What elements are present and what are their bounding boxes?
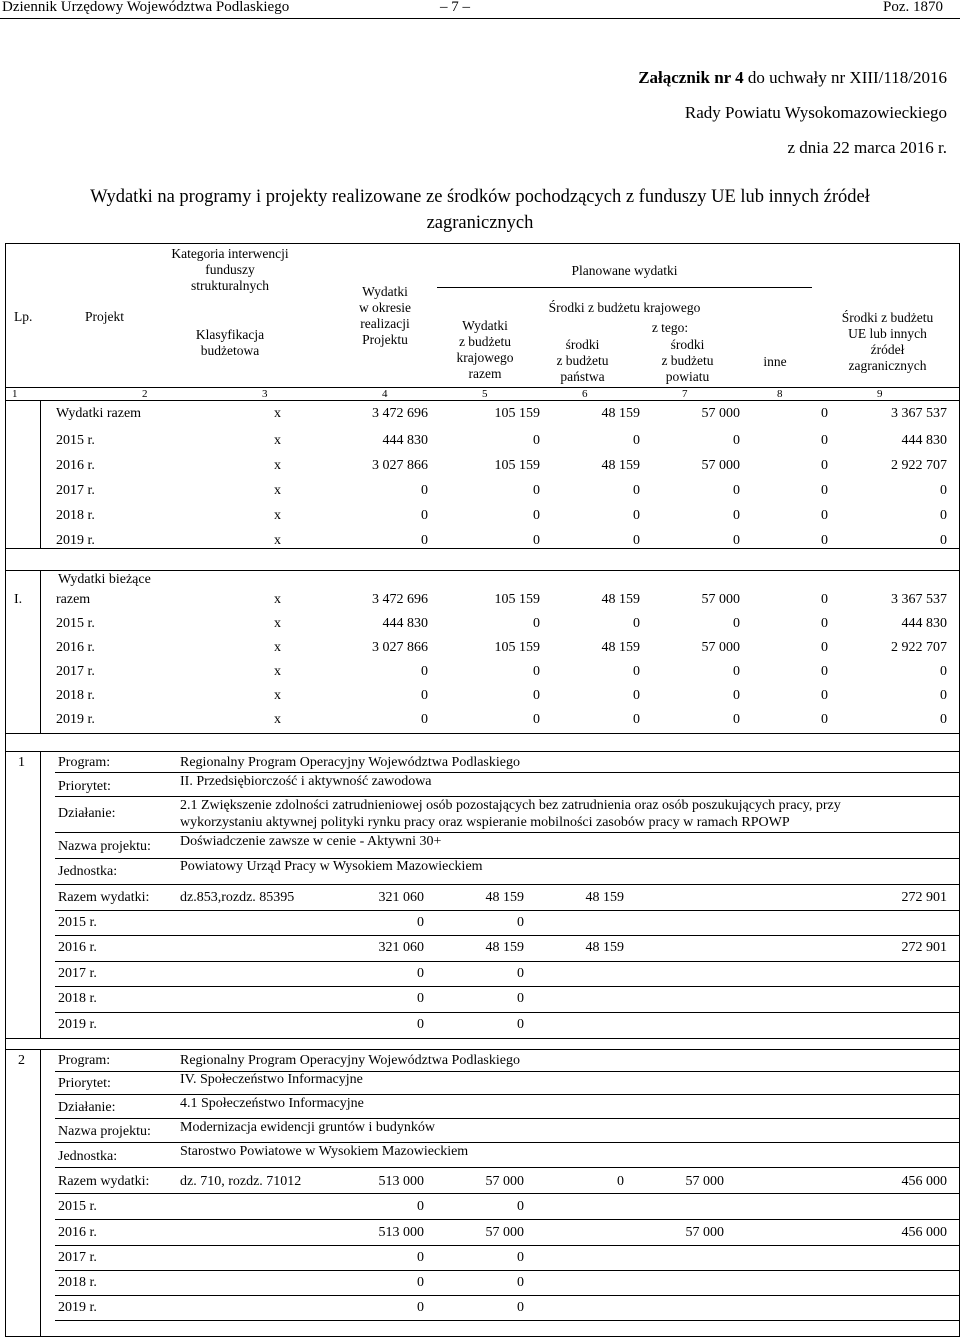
project2-program: Regionalny Program Operacyjny Województwa Podlaskiego xyxy=(180,1053,520,1068)
header-text-line: środki xyxy=(565,337,600,352)
table-cell: 0 xyxy=(821,483,828,498)
project1-top-border xyxy=(5,751,960,752)
header-kategoria xyxy=(165,246,295,294)
table-row xyxy=(0,637,960,661)
header-text-line: UE lub innych xyxy=(848,326,927,341)
table-cell: 0 xyxy=(821,616,828,631)
table-cell: 0 xyxy=(417,1275,424,1290)
table-cell: 0 xyxy=(733,483,740,498)
header-text-line: budżetowa xyxy=(200,343,260,358)
table-cell: 2016 r. xyxy=(58,1225,97,1240)
table-cell: 48 159 xyxy=(601,640,640,655)
table-cell: 0 xyxy=(633,533,640,548)
table-row xyxy=(0,963,960,987)
header-z-tego: z tego: xyxy=(651,320,689,335)
project1-priorytet-label: Priorytet: xyxy=(58,779,111,794)
table-row xyxy=(0,685,960,709)
table-cell: 0 xyxy=(940,508,947,523)
table-cell: 2018 r. xyxy=(58,991,97,1006)
table-cell: 2017 r. xyxy=(56,483,95,498)
table-cell: Razem wydatki: xyxy=(58,1174,150,1189)
table-cell: 0 xyxy=(421,508,428,523)
table-cell: 0 xyxy=(533,433,540,448)
project2-program-label: Program: xyxy=(58,1053,111,1068)
table-cell: 0 xyxy=(517,991,524,1006)
header-text-line: Środki z budżetu xyxy=(841,310,934,325)
table-cell: 0 xyxy=(517,1199,524,1214)
table-cell: 57 000 xyxy=(685,1174,724,1189)
table-cell: 0 xyxy=(733,533,740,548)
project1-dzialanie-line-1: 2.1 Zwiększenie zdolności zatrudnieniowej osób pozostających bez zatrudnienia oraz osób poszukujących pracy, przy xyxy=(180,798,841,813)
table-cell: 0 xyxy=(733,664,740,679)
table-cell: 2015 r. xyxy=(58,1199,97,1214)
header-text-line: z budżetu xyxy=(661,353,714,368)
project1-dzialanie-label: Działanie: xyxy=(58,806,116,821)
table-cell: 444 830 xyxy=(901,616,947,631)
project2-jednostka-label: Jednostka: xyxy=(58,1149,118,1164)
header-wydatki-krajowe xyxy=(440,318,530,382)
table-cell: 2019 r. xyxy=(58,1300,97,1315)
project1-program: Regionalny Program Operacyjny Województwa Podlaskiego xyxy=(180,755,520,770)
table-row xyxy=(0,661,960,685)
project1-bottom-border xyxy=(5,1038,960,1039)
header-text-line: państwa xyxy=(560,369,605,384)
attachment-line-1 xyxy=(638,68,947,88)
table-cell: 0 xyxy=(517,1250,524,1265)
col-number-3: 3 xyxy=(262,388,268,400)
table-cell: 2019 r. xyxy=(58,1017,97,1032)
table-cell: Wydatki razem xyxy=(56,406,142,421)
table-cell: 0 xyxy=(417,1017,424,1032)
table-cell: 0 xyxy=(421,688,428,703)
table-cell: 0 xyxy=(421,533,428,548)
header-text-line: zagranicznych xyxy=(848,358,927,373)
table-row xyxy=(0,988,960,1012)
col-number-2: 2 xyxy=(142,388,148,400)
table-row xyxy=(0,1171,960,1195)
table-cell: 0 xyxy=(421,664,428,679)
table-cell: 0 xyxy=(821,664,828,679)
project1-program-label: Program: xyxy=(58,755,111,770)
attachment-number: Załącznik nr 4 xyxy=(638,68,744,87)
table-cell: razem xyxy=(56,592,91,607)
table-cell: 0 xyxy=(533,688,540,703)
table-cell: 444 830 xyxy=(382,616,428,631)
table-cell: 0 xyxy=(940,688,947,703)
table-cell: 0 xyxy=(821,640,828,655)
table-cell: 3 472 696 xyxy=(372,406,428,421)
table-row xyxy=(0,455,960,479)
table-cell: 0 xyxy=(533,616,540,631)
header-text-line: razem xyxy=(468,366,502,381)
table-cell: 0 xyxy=(821,458,828,473)
header-srodki-powiatu xyxy=(645,337,730,385)
project2-priorytet-label: Priorytet: xyxy=(58,1076,111,1091)
table-cell: x xyxy=(274,640,281,655)
table-cell: 0 xyxy=(417,991,424,1006)
page-header xyxy=(0,0,960,19)
project1-dzialanie-line-2: wykorzystaniu aktywnej polityki rynku pracy oraz wspieranie mobilności zasobów pracy w ramach RPOWP xyxy=(180,815,790,830)
header-text-line: Klasyfikacja xyxy=(195,327,265,342)
table-cell: 0 xyxy=(940,664,947,679)
project2-jednostka: Starostwo Powiatowe w Wysokiem Mazowieckiem xyxy=(180,1144,469,1159)
table-cell: 0 xyxy=(533,483,540,498)
table-row xyxy=(0,887,960,911)
table-row xyxy=(0,530,960,554)
col-number-8: 8 xyxy=(777,388,783,400)
header-text-line: realizacji xyxy=(360,316,410,331)
header-text-line: z budżetu xyxy=(458,334,512,349)
table-row xyxy=(0,1297,960,1321)
table-cell: 0 xyxy=(821,688,828,703)
table-cell: 0 xyxy=(733,433,740,448)
table-cell: 48 159 xyxy=(485,940,524,955)
table-cell: 48 159 xyxy=(601,458,640,473)
table-cell: x xyxy=(274,508,281,523)
project2-top-border xyxy=(5,1049,960,1050)
table-cell: x xyxy=(274,616,281,631)
project1-rule xyxy=(55,1012,960,1013)
project1-rule xyxy=(55,884,960,885)
table-cell: 2018 r. xyxy=(56,508,95,523)
project1-rule xyxy=(55,796,960,797)
project1-rule xyxy=(55,772,960,773)
project1-nazwa: Doświadczenie zawsze w cenie - Aktywni 30+ xyxy=(180,834,442,849)
table-top-border xyxy=(5,243,960,244)
number-row-border xyxy=(5,400,960,401)
table-cell: 0 xyxy=(821,712,828,727)
table-cell: 2019 r. xyxy=(56,712,95,727)
table-cell: 0 xyxy=(517,1300,524,1315)
table-cell: 0 xyxy=(417,966,424,981)
table-cell: 105 159 xyxy=(494,640,540,655)
project2-rule xyxy=(55,1094,960,1095)
table-row xyxy=(0,505,960,529)
table-cell: 105 159 xyxy=(494,592,540,607)
table-cell: 0 xyxy=(633,688,640,703)
table-row xyxy=(0,430,960,454)
table-cell: 444 830 xyxy=(901,433,947,448)
table-cell: 105 159 xyxy=(494,458,540,473)
col-number-1: 1 xyxy=(12,388,18,400)
table-cell: x xyxy=(274,664,281,679)
table-row xyxy=(0,613,960,637)
table-cell: 2018 r. xyxy=(56,688,95,703)
table-cell: 0 xyxy=(940,712,947,727)
table-cell: 2017 r. xyxy=(58,966,97,981)
table-cell: 272 901 xyxy=(901,940,947,955)
table-cell: 0 xyxy=(417,1250,424,1265)
table-row xyxy=(0,1272,960,1296)
table-row xyxy=(0,1014,960,1038)
table-cell: 513 000 xyxy=(378,1174,424,1189)
table-cell: 2015 r. xyxy=(58,915,97,930)
table-cell: Razem wydatki: xyxy=(58,890,150,905)
table-cell: 0 xyxy=(533,664,540,679)
header-wydatki-okres xyxy=(345,284,425,348)
header-srodki-ue xyxy=(815,310,960,374)
header-text-line: strukturalnych xyxy=(191,278,269,293)
table-cell: 0 xyxy=(517,1017,524,1032)
table-row xyxy=(0,403,960,427)
document-title-line-2: zagranicznych xyxy=(426,213,534,233)
table-cell: dz.853,rozdz. 85395 xyxy=(180,890,295,905)
table-cell: 0 xyxy=(633,712,640,727)
table-cell: 2017 r. xyxy=(58,1250,97,1265)
current-lp: I. xyxy=(14,592,23,607)
table-cell: 105 159 xyxy=(494,406,540,421)
table-cell: 0 xyxy=(633,616,640,631)
project2-nazwa-label: Nazwa projektu: xyxy=(58,1124,151,1139)
table-cell: dz. 710, rozdz. 71012 xyxy=(180,1174,302,1189)
header-projekt: Projekt xyxy=(85,309,124,324)
journal-title: Dziennik Urzędowy Województwa Podlaskiego xyxy=(2,0,290,15)
table-cell: 0 xyxy=(821,533,828,548)
table-cell: 3 027 866 xyxy=(372,458,428,473)
attachment-line-3: z dnia 22 marca 2016 r. xyxy=(787,138,947,157)
table-cell: 57 000 xyxy=(485,1174,524,1189)
table-cell: 3 472 696 xyxy=(372,592,428,607)
table-cell: x xyxy=(274,533,281,548)
table-cell: 48 159 xyxy=(601,406,640,421)
table-cell: 0 xyxy=(733,616,740,631)
header-srodki-panstwa xyxy=(540,337,625,385)
table-cell: 57 000 xyxy=(685,1225,724,1240)
header-srodki-krajowe: Środki z budżetu krajowego xyxy=(548,300,701,315)
table-cell: 0 xyxy=(733,688,740,703)
table-cell: 456 000 xyxy=(901,1174,947,1189)
table-cell: 0 xyxy=(940,533,947,548)
page-number: – 7 – xyxy=(440,0,470,15)
table-cell: 0 xyxy=(517,915,524,930)
project1-lp: 1 xyxy=(18,755,25,770)
table-cell: x xyxy=(274,406,281,421)
table-row xyxy=(0,1222,960,1246)
header-inne: inne xyxy=(763,354,787,369)
project2-nazwa: Modernizacja ewidencji gruntów i budynków xyxy=(180,1120,436,1135)
header-lp: Lp. xyxy=(14,309,33,324)
table-cell: 0 xyxy=(633,508,640,523)
table-cell: 0 xyxy=(517,1275,524,1290)
table-cell: 2016 r. xyxy=(56,640,95,655)
table-cell: 57 000 xyxy=(701,640,740,655)
table-cell: 0 xyxy=(733,712,740,727)
table-cell: 3 367 537 xyxy=(891,406,947,421)
table-cell: 0 xyxy=(421,712,428,727)
table-cell: 456 000 xyxy=(901,1225,947,1240)
planned-subheader-line xyxy=(437,287,812,288)
table-cell: 48 159 xyxy=(601,592,640,607)
table-cell: 48 159 xyxy=(585,940,624,955)
header-text-line: z budżetu xyxy=(556,353,609,368)
col-number-5: 5 xyxy=(482,388,488,400)
table-cell: x xyxy=(274,458,281,473)
table-cell: 57 000 xyxy=(701,592,740,607)
table-cell: 3 367 537 xyxy=(891,592,947,607)
header-text-line: Wydatki xyxy=(362,284,408,299)
table-cell: x xyxy=(274,433,281,448)
project1-jednostka: Powiatowy Urząd Pracy w Wysokiem Mazowieckiem xyxy=(180,859,483,874)
table-cell: 0 xyxy=(633,664,640,679)
current-block-bottom xyxy=(5,733,960,734)
table-cell: 321 060 xyxy=(378,940,424,955)
table-cell: 2015 r. xyxy=(56,433,95,448)
header-text-line: źródeł xyxy=(870,342,905,357)
table-cell: 0 xyxy=(533,533,540,548)
header-text-line: krajowego xyxy=(456,350,514,365)
project1-rule xyxy=(55,961,960,962)
table-cell: 3 027 866 xyxy=(372,640,428,655)
attachment-resolution: do uchwały nr XIII/118/2016 xyxy=(743,68,947,87)
project1-jednostka-label: Jednostka: xyxy=(58,864,118,879)
header-text-line: Kategoria interwencji xyxy=(171,246,289,261)
table-cell: 0 xyxy=(617,1174,624,1189)
header-text-line: Projektu xyxy=(362,332,408,347)
table-cell: 0 xyxy=(421,483,428,498)
table-cell: 0 xyxy=(821,592,828,607)
table-cell: 2 922 707 xyxy=(891,640,947,655)
table-row xyxy=(0,1196,960,1220)
col-number-9: 9 xyxy=(877,388,883,400)
table-row xyxy=(0,480,960,504)
col-number-4: 4 xyxy=(382,388,388,400)
project2-rule xyxy=(55,1118,960,1119)
table-cell: 0 xyxy=(417,1199,424,1214)
table-row xyxy=(0,912,960,936)
project2-priorytet: IV. Społeczeństwo Informacyjne xyxy=(180,1072,363,1087)
table-cell: 57 000 xyxy=(485,1225,524,1240)
table-cell: 0 xyxy=(821,433,828,448)
table-cell: 0 xyxy=(417,915,424,930)
table-cell: 57 000 xyxy=(701,406,740,421)
table-cell: 0 xyxy=(517,966,524,981)
table-cell: 0 xyxy=(533,508,540,523)
table-cell: 2016 r. xyxy=(58,940,97,955)
table-cell: 0 xyxy=(417,1300,424,1315)
table-cell: 444 830 xyxy=(382,433,428,448)
table-row xyxy=(0,937,960,961)
project2-lp: 2 xyxy=(18,1053,25,1068)
table-cell: x xyxy=(274,592,281,607)
table-cell: 57 000 xyxy=(701,458,740,473)
col-number-7: 7 xyxy=(682,388,688,400)
table-cell: 321 060 xyxy=(378,890,424,905)
table-cell: 272 901 xyxy=(901,890,947,905)
header-planowane: Planowane wydatki xyxy=(571,263,678,278)
table-cell: 2 922 707 xyxy=(891,458,947,473)
table-cell: 48 159 xyxy=(585,890,624,905)
table-cell: 0 xyxy=(821,508,828,523)
document-title-line-1: Wydatki na programy i projekty realizowane ze środków pochodzących z funduszy UE lub innych źródeł xyxy=(90,187,870,207)
header-text-line: funduszy xyxy=(205,262,255,277)
table-cell: 2015 r. xyxy=(56,616,95,631)
project2-rule xyxy=(55,1142,960,1143)
table-cell: x xyxy=(274,688,281,703)
project2-dzialanie-label: Działanie: xyxy=(58,1100,116,1115)
header-text-line: Wydatki xyxy=(462,318,508,333)
table-cell: 0 xyxy=(733,508,740,523)
table-cell: 0 xyxy=(633,433,640,448)
attachment-line-2: Rady Powiatu Wysokomazowieckiego xyxy=(684,103,947,122)
table-cell: 2016 r. xyxy=(56,458,95,473)
project1-rule xyxy=(55,832,960,833)
header-klasyfikacja xyxy=(165,327,295,359)
table-row xyxy=(0,589,960,613)
project1-nazwa-label: Nazwa projektu: xyxy=(58,839,151,854)
table-cell: 48 159 xyxy=(485,890,524,905)
header-text-line: środki xyxy=(670,337,705,352)
table-cell: x xyxy=(274,483,281,498)
table-row xyxy=(0,1247,960,1271)
table-cell: 0 xyxy=(533,712,540,727)
table-cell: 2019 r. xyxy=(56,533,95,548)
current-block-top xyxy=(5,570,960,571)
table-cell: 0 xyxy=(633,483,640,498)
header-text-line: powiatu xyxy=(665,369,710,384)
table-cell: 513 000 xyxy=(378,1225,424,1240)
table-cell: x xyxy=(274,712,281,727)
col-number-6: 6 xyxy=(582,388,588,400)
table-cell: 2017 r. xyxy=(56,664,95,679)
position-number: Poz. 1870 xyxy=(883,0,943,15)
table-row xyxy=(0,709,960,733)
project2-bottom-border xyxy=(5,1336,960,1337)
table-cell: 2018 r. xyxy=(58,1275,97,1290)
table-cell: 0 xyxy=(940,483,947,498)
header-text-line: w okresie xyxy=(358,300,412,315)
project1-priorytet: II. Przedsiębiorczość i aktywność zawodowa xyxy=(180,774,432,789)
table-cell: 0 xyxy=(821,406,828,421)
project2-dzialanie: 4.1 Społeczeństwo Informacyjne xyxy=(180,1096,364,1111)
project2-rule xyxy=(55,1167,960,1168)
current-label-line-1: Wydatki bieżące xyxy=(58,572,151,587)
